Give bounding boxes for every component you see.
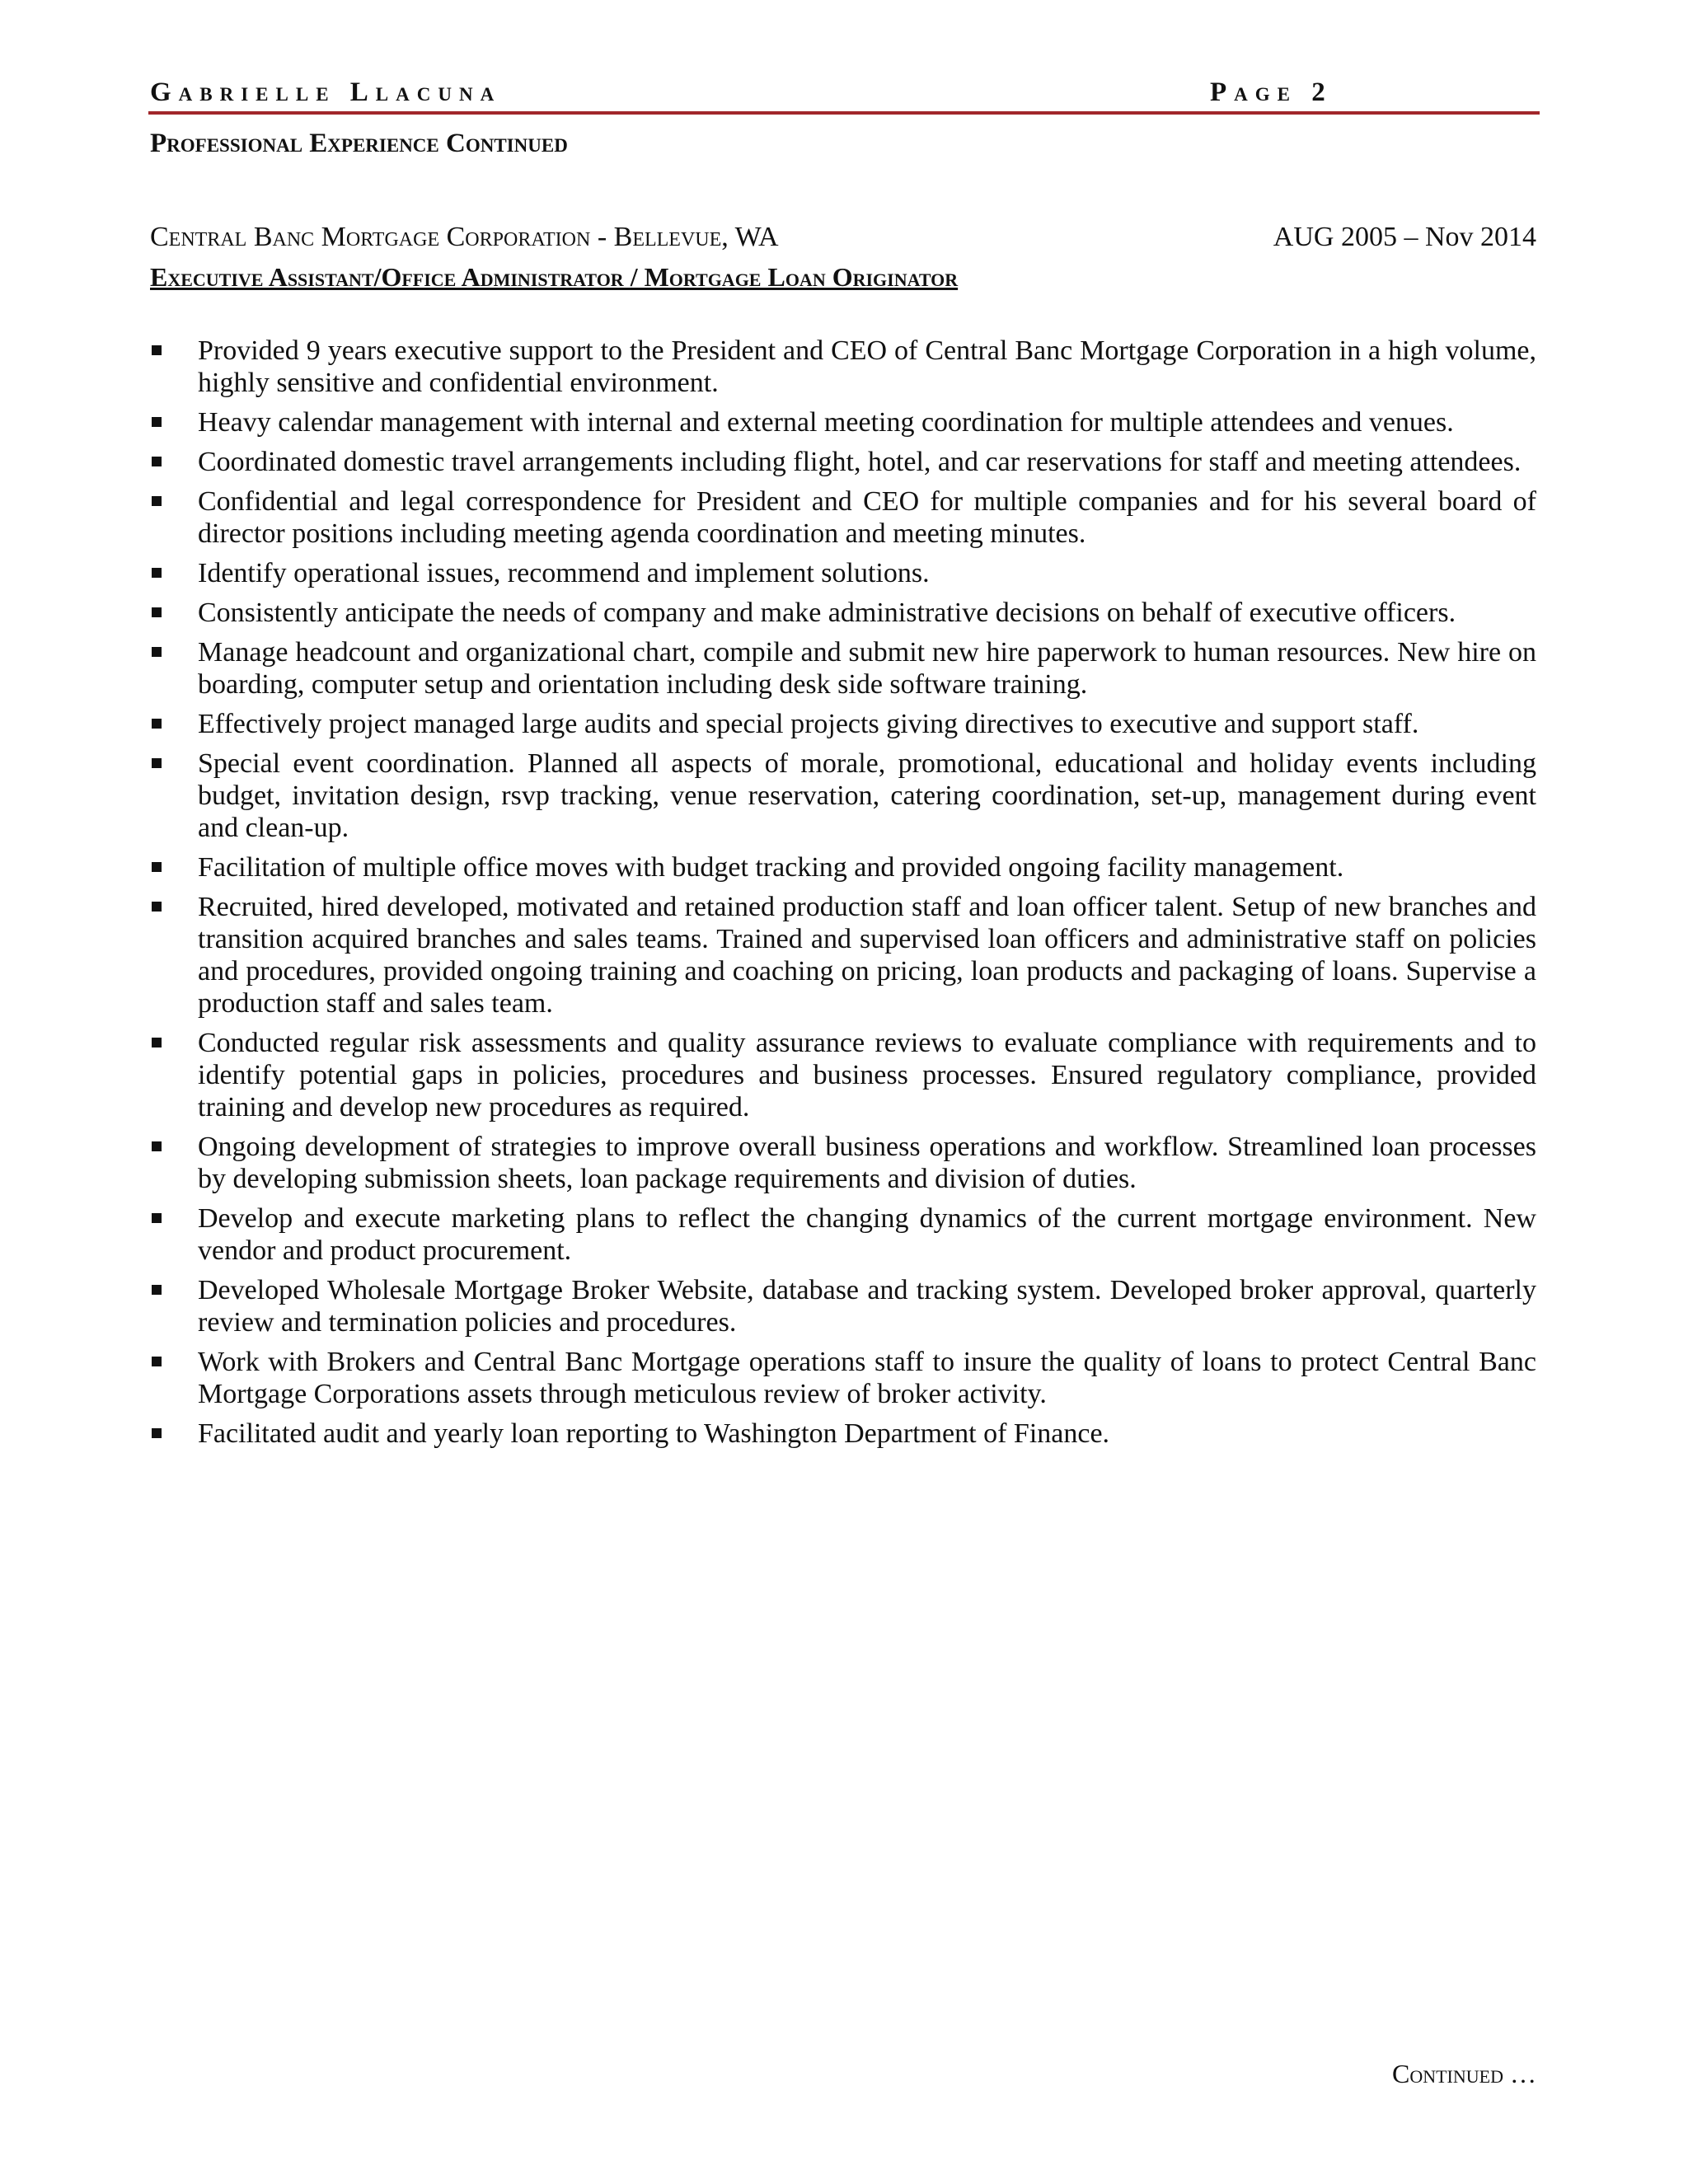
list-item-text: Develop and execute marketing plans to reflect the changing dynamics of the current mortgage environment. New vendor and product procurement. — [198, 1203, 1536, 1266]
list-item — [150, 708, 1536, 740]
list-item-text: Confidential and legal correspondence for President and CEO for multiple companies and for his several board of director positions including meeting agenda coordination and meeting minutes. — [198, 486, 1536, 549]
square-bullet-icon — [152, 719, 162, 729]
section-title: Professional Experience Continued — [150, 129, 568, 158]
list-item-text: Conducted regular risk assessments and quality assurance reviews to evaluate compliance with requirements and to identify potential gaps in policies, procedures and business processes. Ensured regulatory compliance, provided training and develop new procedures as required. — [198, 1028, 1536, 1122]
list-item — [150, 851, 1536, 883]
list-item — [150, 1202, 1536, 1267]
square-bullet-icon — [152, 1038, 162, 1047]
square-bullet-icon — [152, 1357, 162, 1366]
list-item-text: Identify operational issues, recommend and implement solutions. — [198, 558, 930, 588]
list-item — [150, 1027, 1536, 1123]
square-bullet-icon — [152, 417, 162, 427]
header-divider — [148, 111, 1540, 115]
page-number: Page 2 — [1210, 77, 1333, 107]
square-bullet-icon — [152, 1428, 162, 1438]
list-item-text: Work with Brokers and Central Banc Mortgage operations staff to insure the quality of loans to protect Central Banc Mortgage Corporations assets through meticulous review of broker activity. — [198, 1347, 1536, 1409]
square-bullet-icon — [152, 902, 162, 912]
list-item-text: Coordinated domestic travel arrangements including flight, hotel, and car reservations for staff and meeting attendees. — [198, 447, 1522, 477]
list-item — [150, 485, 1536, 550]
list-item — [150, 446, 1536, 478]
list-item-text: Special event coordination. Planned all aspects of morale, promotional, educational and holiday events including budget, invitation design, rsvp tracking, venue reservation, catering coordination, set-up, management during event and clean-up. — [198, 748, 1536, 843]
list-item — [150, 891, 1536, 1019]
company-location: Central Banc Mortgage Corporation - Bellevue, WA — [150, 222, 779, 252]
square-bullet-icon — [152, 1285, 162, 1295]
list-item-text: Consistently anticipate the needs of company and make administrative decisions on behalf of executive officers. — [198, 598, 1456, 628]
square-bullet-icon — [152, 568, 162, 578]
page-header — [150, 74, 1536, 110]
list-item — [150, 636, 1536, 701]
square-bullet-icon — [152, 1141, 162, 1151]
square-bullet-icon — [152, 457, 162, 466]
candidate-name: Gabrielle Llacuna — [150, 77, 502, 107]
list-item — [150, 557, 1536, 589]
list-item-text: Effectively project managed large audits and special projects giving directives to executive and support staff. — [198, 709, 1419, 739]
job-title: Executive Assistant/Office Administrator / Mortgage Loan Originator — [150, 262, 959, 292]
list-item-text: Ongoing development of strategies to improve overall business operations and workflow. Streamlined loan processes by developing submission sheets, loan package requirements and division of duties. — [198, 1132, 1536, 1194]
list-item — [150, 335, 1536, 399]
continued-note: Continued … — [1392, 2059, 1536, 2088]
list-item-text: Developed Wholesale Mortgage Broker Website, database and tracking system. Developed broker approval, quarterly review and termination policies and procedures. — [198, 1275, 1536, 1338]
responsibilities-list — [150, 335, 1536, 1457]
list-item — [150, 1346, 1536, 1410]
list-item — [150, 406, 1536, 438]
square-bullet-icon — [152, 345, 162, 355]
list-item-text: Facilitation of multiple office moves with budget tracking and provided ongoing facility management. — [198, 852, 1344, 883]
list-item-text: Heavy calendar management with internal and external meeting coordination for multiple attendees and venues. — [198, 407, 1454, 438]
list-item-text: Facilitated audit and yearly loan reporting to Washington Department of Finance. — [198, 1418, 1110, 1449]
list-item-text: Provided 9 years executive support to the President and CEO of Central Banc Mortgage Corporation in a high volume, highly sensitive and confidential environment. — [198, 335, 1536, 398]
list-item-text: Manage headcount and organizational chart, compile and submit new hire paperwork to human resources. New hire on boarding, computer setup and orientation including desk side software training. — [198, 637, 1536, 700]
list-item-text: Recruited, hired developed, motivated and retained production staff and loan officer talent. Setup of new branches and transition acquired branches and sales teams. Trained and supervised loan officers and administrative staff on policies and procedures, provided ongoing training and coaching on pricing, loan products and packaging of loans. Supervise a production staff and sales team. — [198, 892, 1536, 1019]
square-bullet-icon — [152, 607, 162, 617]
list-item — [150, 748, 1536, 844]
list-item — [150, 597, 1536, 629]
square-bullet-icon — [152, 647, 162, 657]
square-bullet-icon — [152, 758, 162, 768]
square-bullet-icon — [152, 496, 162, 506]
square-bullet-icon — [152, 1213, 162, 1223]
employment-dates: AUG 2005 – Nov 2014 — [1273, 222, 1536, 252]
list-item — [150, 1274, 1536, 1338]
square-bullet-icon — [152, 862, 162, 872]
list-item — [150, 1418, 1536, 1450]
list-item — [150, 1131, 1536, 1195]
